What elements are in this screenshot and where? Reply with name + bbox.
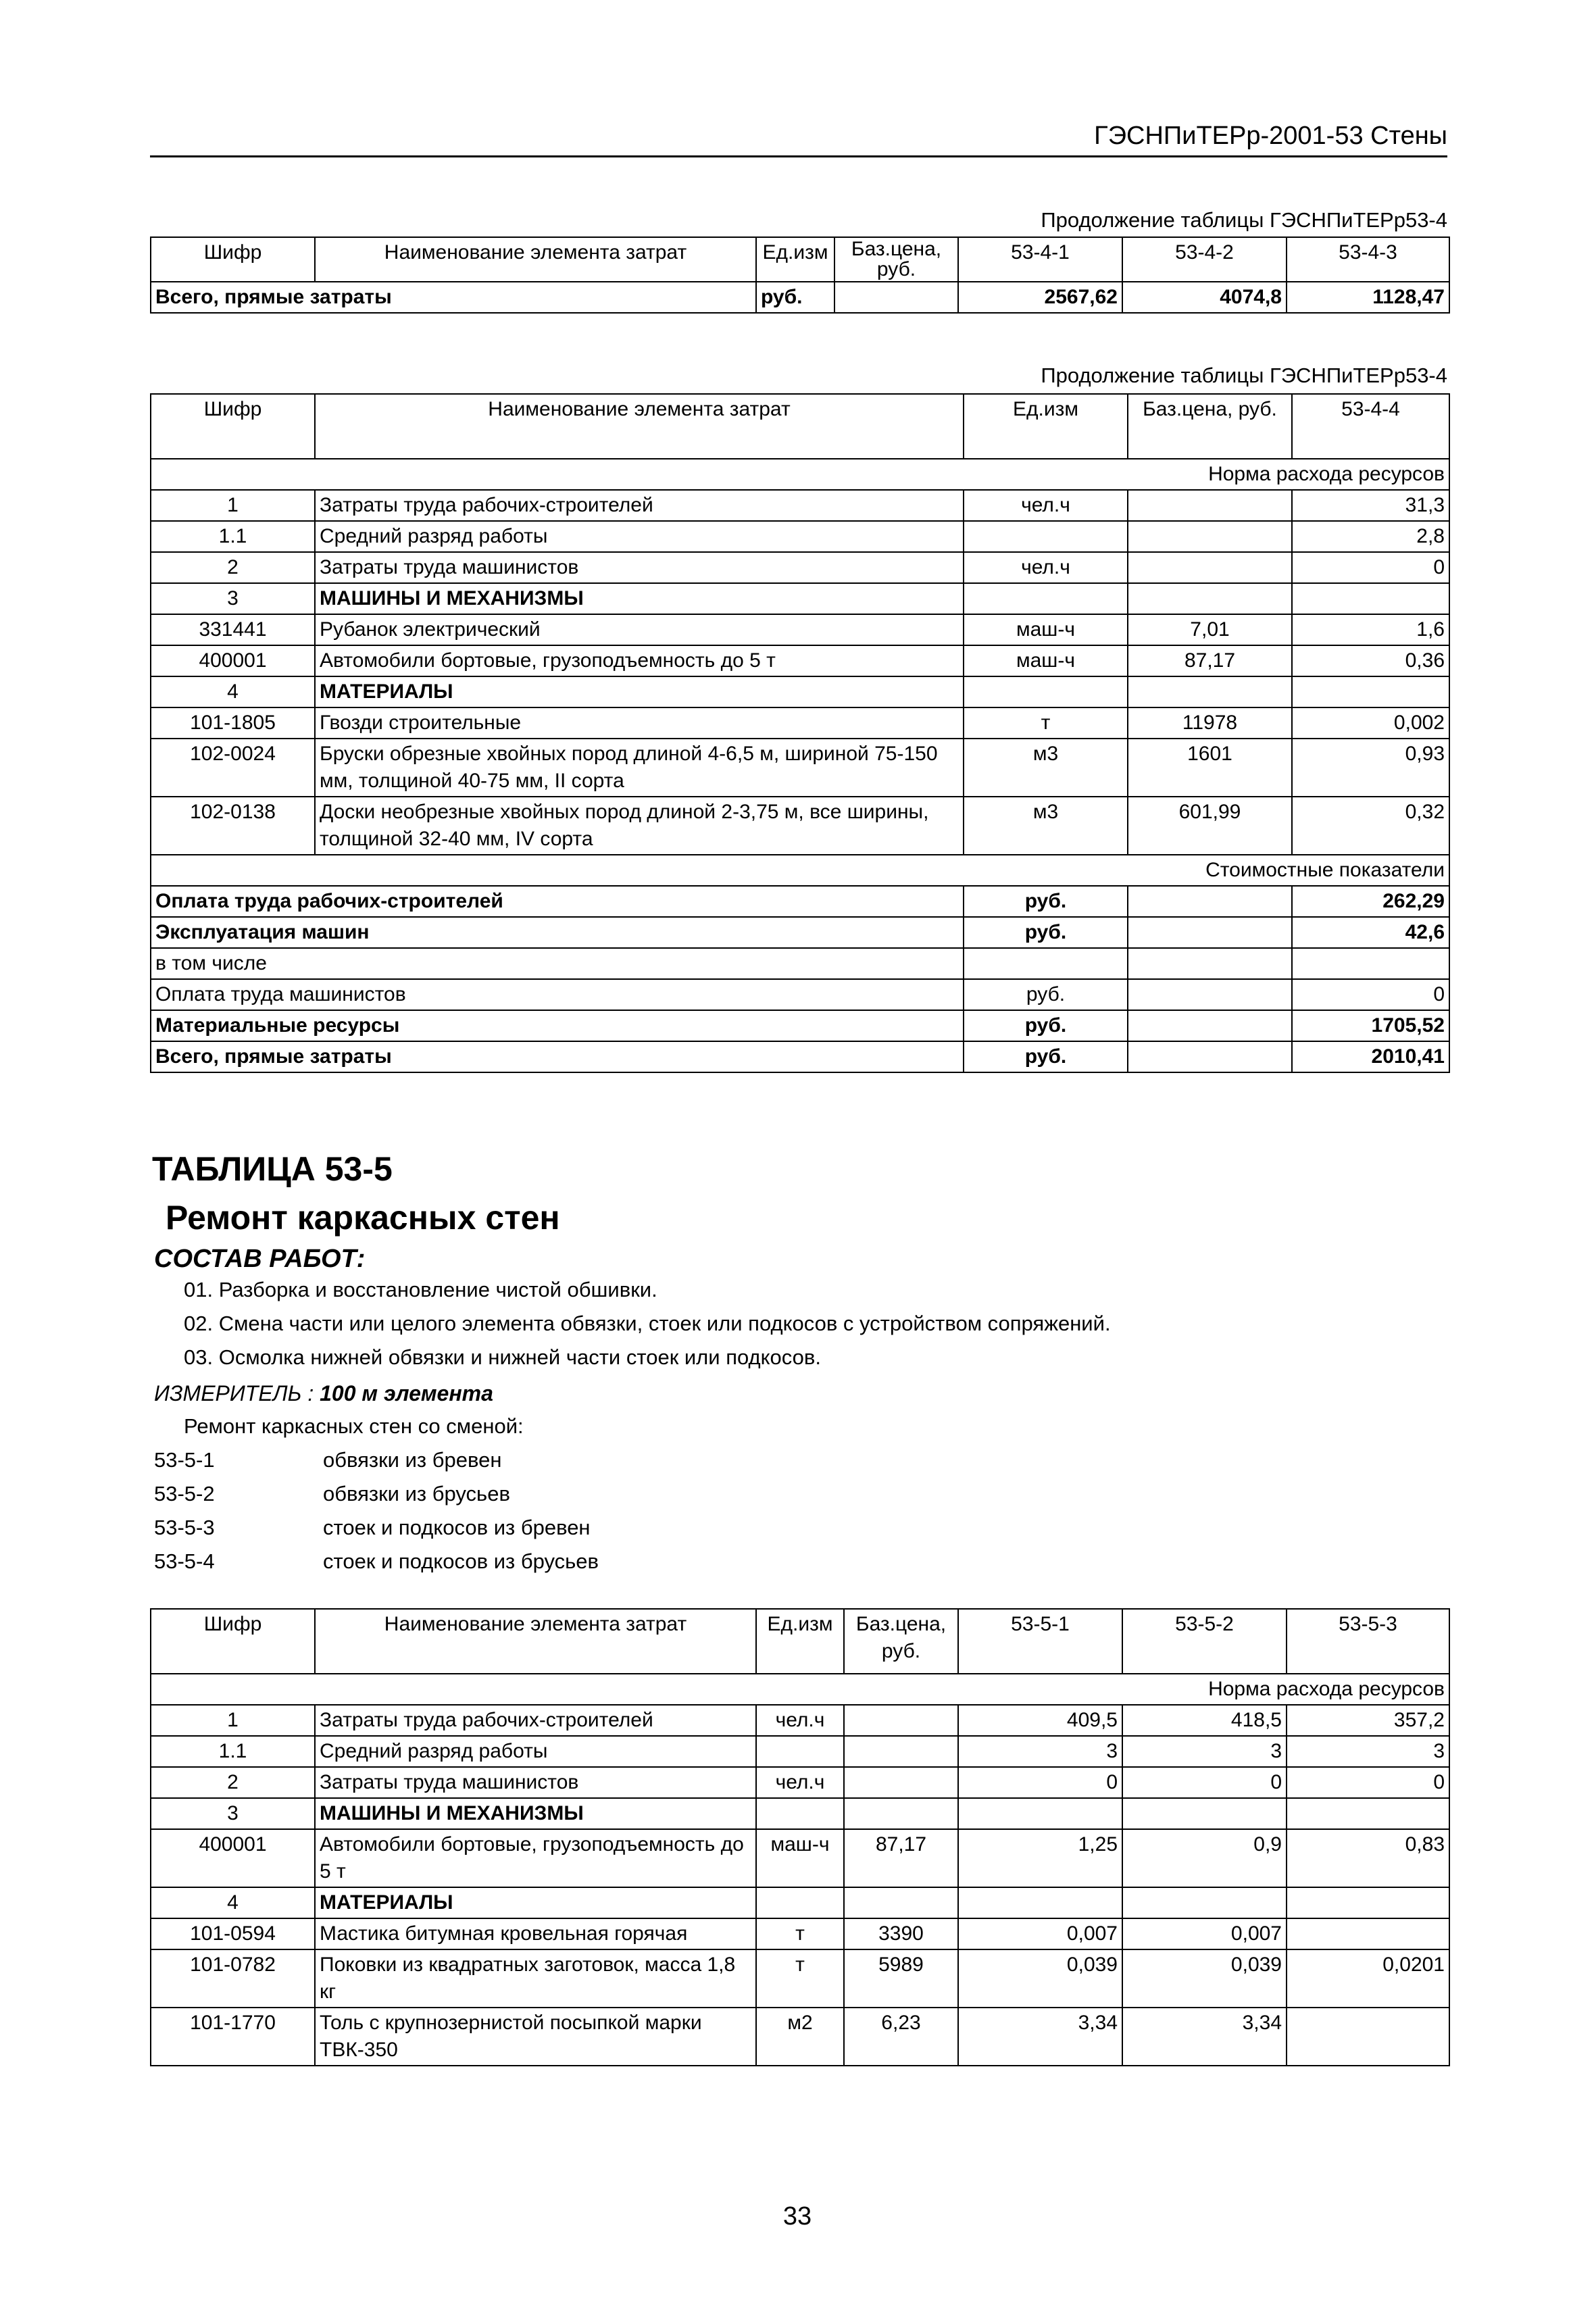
table-b-header-row <box>151 394 1449 459</box>
cost-label-cell: Оплата труда машинистов <box>151 979 964 1010</box>
unit-cell <box>964 583 1128 614</box>
value-cell: 0,93 <box>1292 739 1449 797</box>
page-header: ГЭСНПиТЕРр-2001-53 Стены <box>150 119 1447 157</box>
norma-row <box>151 1674 1449 1705</box>
unit-cell <box>964 676 1128 707</box>
name-cell: Бруски обрезные хвойных пород длиной 4-6,5 м, шириной 75-150 мм, толщиной 40-75 мм, II сорта <box>315 739 964 797</box>
norma-label: Норма расхода ресурсов <box>151 1674 1449 1705</box>
table-row <box>151 1887 1449 1918</box>
price-cell: 87,17 <box>844 1829 958 1887</box>
code-cell: 2 <box>151 552 315 583</box>
name-cell: Средний разряд работы <box>315 521 964 552</box>
header-cell: 53-4-3 <box>1287 237 1449 282</box>
header-cell: 53-5-1 <box>958 1609 1122 1674</box>
empty-cell <box>1128 1010 1292 1041</box>
price-cell: 5989 <box>844 1949 958 2008</box>
code-cell: 1 <box>151 1705 315 1736</box>
cost-header-row <box>151 855 1449 886</box>
unit-cell: руб. <box>964 979 1128 1010</box>
value-cell <box>958 1798 1122 1829</box>
value-cell: 42,6 <box>1292 917 1449 948</box>
table-row <box>151 797 1449 855</box>
price-cell <box>1128 552 1292 583</box>
header-cell: 53-4-4 <box>1292 394 1449 459</box>
cost-label: Стоимостные показатели <box>151 855 1449 886</box>
value-cell: 1,25 <box>958 1829 1122 1887</box>
header-cell: Баз.цена, руб. <box>1128 394 1292 459</box>
header-cell: 53-4-1 <box>958 237 1122 282</box>
value-cell: 0 <box>958 1767 1122 1798</box>
unit-cell: руб. <box>964 1041 1128 1072</box>
header-cell: Наименование элемента затрат <box>315 1609 756 1674</box>
variant-text: стоек и подкосов из брусьев <box>323 1549 599 1573</box>
value-cell: 1705,52 <box>1292 1010 1449 1041</box>
value-cell <box>1292 676 1449 707</box>
table-row <box>151 739 1449 797</box>
value-cell: 3,34 <box>1122 2008 1287 2066</box>
header-cell: Ед.изм <box>756 237 834 282</box>
table-b <box>150 393 1450 1073</box>
name-cell: Затраты труда рабочих-строителей <box>315 490 964 521</box>
table-row <box>151 645 1449 676</box>
total-value: 1128,47 <box>1287 282 1449 313</box>
value-cell: 0,83 <box>1287 1829 1449 1887</box>
unit-cell: т <box>756 1918 844 1949</box>
header-cell: Шифр <box>151 394 315 459</box>
value-cell: 0 <box>1292 979 1449 1010</box>
name-cell: Средний разряд работы <box>315 1736 756 1767</box>
header-cell: 53-4-2 <box>1122 237 1287 282</box>
name-cell: Затраты труда машинистов <box>315 552 964 583</box>
unit-cell <box>756 1798 844 1829</box>
name-cell: Поковки из квадратных заготовок, масса 1,8 кг <box>315 1949 756 2008</box>
code-cell: 3 <box>151 1798 315 1829</box>
value-cell <box>1292 583 1449 614</box>
header-cell: 53-5-2 <box>1122 1609 1287 1674</box>
code-cell: 400001 <box>151 1829 315 1887</box>
value-cell: 0,039 <box>958 1949 1122 2008</box>
header-cell: Наименование элемента затрат <box>315 394 964 459</box>
code-cell: 4 <box>151 1887 315 1918</box>
total-unit: руб. <box>756 282 834 313</box>
unit-cell: чел.ч <box>964 552 1128 583</box>
value-cell: 0 <box>1122 1767 1287 1798</box>
unit-cell <box>964 948 1128 979</box>
table-row <box>151 490 1449 521</box>
unit-cell: руб. <box>964 1010 1128 1041</box>
remont-intro: Ремонт каркасных стен со сменой: <box>184 1414 524 1438</box>
value-cell <box>1122 1887 1287 1918</box>
table-row <box>151 583 1449 614</box>
header-cell: Шифр <box>151 1609 315 1674</box>
variant-code: 53-5-2 <box>154 1482 215 1505</box>
name-cell: Затраты труда рабочих-строителей <box>315 1705 756 1736</box>
price-cell: 3390 <box>844 1918 958 1949</box>
code-cell: 101-0782 <box>151 1949 315 2008</box>
variant-code: 53-5-4 <box>154 1549 215 1573</box>
variant-item <box>154 1480 510 1508</box>
operation-item: 03. Осмолка нижней обвязки и нижней части стоек или подкосов. <box>184 1345 821 1369</box>
header-cell: Наименование элемента затрат <box>315 237 756 282</box>
value-cell: 409,5 <box>958 1705 1122 1736</box>
cost-label-cell: Оплата труда рабочих-строителей <box>151 886 964 917</box>
unit-cell: руб. <box>964 917 1128 948</box>
table-row <box>151 521 1449 552</box>
price-cell <box>1128 676 1292 707</box>
izmeritel <box>154 1378 493 1408</box>
table-row <box>151 282 1449 313</box>
value-cell: 418,5 <box>1122 1705 1287 1736</box>
value-cell: 0 <box>1287 1767 1449 1798</box>
code-cell: 2 <box>151 1767 315 1798</box>
code-cell: 101-1770 <box>151 2008 315 2066</box>
section-subtitle: Ремонт каркасных стен <box>166 1199 560 1237</box>
unit-cell: маш-ч <box>964 645 1128 676</box>
code-cell: 1.1 <box>151 1736 315 1767</box>
code-cell: 331441 <box>151 614 315 645</box>
empty-cell <box>1128 886 1292 917</box>
value-cell: 0,32 <box>1292 797 1449 855</box>
code-cell: 101-0594 <box>151 1918 315 1949</box>
price-cell <box>844 1887 958 1918</box>
name-cell: Затраты труда машинистов <box>315 1767 756 1798</box>
header-cell: Ед.изм <box>964 394 1128 459</box>
value-cell: 0,002 <box>1292 707 1449 739</box>
sostav-label: СОСТАВ РАБОТ: <box>154 1245 366 1273</box>
total-value: 2567,62 <box>958 282 1122 313</box>
name-cell: МАШИНЫ И МЕХАНИЗМЫ <box>315 1798 756 1829</box>
price-cell: 87,17 <box>1128 645 1292 676</box>
table-title: ТАБЛИЦА 53-5 <box>152 1150 393 1188</box>
header-cell: Баз.цена, руб. <box>844 1609 958 1674</box>
price-cell: 7,01 <box>1128 614 1292 645</box>
total-label: Всего, прямые затраты <box>151 282 756 313</box>
value-cell: 0,9 <box>1122 1829 1287 1887</box>
value-cell: 3 <box>1287 1736 1449 1767</box>
unit-cell: руб. <box>964 886 1128 917</box>
table-c <box>150 1608 1450 2066</box>
name-cell: Автомобили бортовые, грузоподъемность до 5 т <box>315 1829 756 1887</box>
value-cell: 0,36 <box>1292 645 1449 676</box>
table-row <box>151 1767 1449 1798</box>
table-a-continuation: Продолжение таблицы ГЭСНПиТЕРр53-4 <box>1041 208 1447 232</box>
empty-cell <box>1128 948 1292 979</box>
unit-cell: т <box>964 707 1128 739</box>
price-cell <box>1128 490 1292 521</box>
value-cell: 2010,41 <box>1292 1041 1449 1072</box>
price-cell <box>844 1767 958 1798</box>
name-cell: МАТЕРИАЛЫ <box>315 1887 756 1918</box>
value-cell: 31,3 <box>1292 490 1449 521</box>
value-cell <box>1287 1887 1449 1918</box>
norma-row <box>151 459 1449 490</box>
value-cell: 0,007 <box>1122 1918 1287 1949</box>
empty-cell <box>1128 1041 1292 1072</box>
value-cell: 0,007 <box>958 1918 1122 1949</box>
code-cell: 102-0138 <box>151 797 315 855</box>
cost-label-cell: в том числе <box>151 948 964 979</box>
name-cell: МАТЕРИАЛЫ <box>315 676 964 707</box>
variant-item <box>154 1514 591 1542</box>
price-cell: 6,23 <box>844 2008 958 2066</box>
unit-cell: т <box>756 1949 844 2008</box>
price-cell <box>844 1705 958 1736</box>
value-cell <box>1287 2008 1449 2066</box>
unit-cell <box>756 1736 844 1767</box>
page-number: 33 <box>782 2202 812 2231</box>
price-cell: 601,99 <box>1128 797 1292 855</box>
unit-cell: чел.ч <box>756 1767 844 1798</box>
cost-label-cell: Эксплуатация машин <box>151 917 964 948</box>
variant-code: 53-5-1 <box>154 1448 215 1472</box>
variant-item <box>154 1446 501 1474</box>
table-a-header-row <box>151 237 1449 282</box>
table-row <box>151 707 1449 739</box>
name-cell: Толь с крупнозернистой посыпкой марки ТВК-350 <box>315 2008 756 2066</box>
code-cell: 101-1805 <box>151 707 315 739</box>
price-cell: 1601 <box>1128 739 1292 797</box>
variant-code: 53-5-3 <box>154 1516 215 1539</box>
name-cell: Гвозди строительные <box>315 707 964 739</box>
code-cell: 3 <box>151 583 315 614</box>
cost-row <box>151 917 1449 948</box>
cost-label-cell: Материальные ресурсы <box>151 1010 964 1041</box>
name-cell: Мастика битумная кровельная горячая <box>315 1918 756 1949</box>
name-cell: Рубанок электрический <box>315 614 964 645</box>
code-cell: 4 <box>151 676 315 707</box>
price-cell: 11978 <box>1128 707 1292 739</box>
price-cell <box>1128 583 1292 614</box>
izmeritel-value: 100 м элемента <box>320 1381 493 1405</box>
value-cell: 262,29 <box>1292 886 1449 917</box>
variant-text: обвязки из брусьев <box>323 1482 510 1505</box>
value-cell: 0,0201 <box>1287 1949 1449 2008</box>
table-row <box>151 676 1449 707</box>
unit-cell: чел.ч <box>756 1705 844 1736</box>
empty-cell <box>1128 979 1292 1010</box>
cost-row <box>151 1010 1449 1041</box>
table-a <box>150 237 1450 314</box>
unit-cell: маш-ч <box>964 614 1128 645</box>
code-cell: 102-0024 <box>151 739 315 797</box>
table-row <box>151 1736 1449 1767</box>
value-cell: 0 <box>1292 552 1449 583</box>
header-cell: Баз.цена, руб. <box>834 237 958 282</box>
price-cell <box>844 1736 958 1767</box>
value-cell: 3,34 <box>958 2008 1122 2066</box>
unit-cell: м3 <box>964 739 1128 797</box>
unit-cell: маш-ч <box>756 1829 844 1887</box>
value-cell: 2,8 <box>1292 521 1449 552</box>
table-row <box>151 552 1449 583</box>
unit-cell: м3 <box>964 797 1128 855</box>
operation-item: 02. Смена части или целого элемента обвязки, стоек или подкосов с устройством сопряжений. <box>184 1312 1111 1335</box>
price-cell <box>844 1798 958 1829</box>
name-cell: МАШИНЫ И МЕХАНИЗМЫ <box>315 583 964 614</box>
total-value: 4074,8 <box>1122 282 1287 313</box>
unit-cell <box>756 1887 844 1918</box>
table-row <box>151 1829 1449 1887</box>
table-row <box>151 1918 1449 1949</box>
table-row <box>151 1949 1449 2008</box>
variant-text: обвязки из бревен <box>323 1448 502 1472</box>
table-row <box>151 2008 1449 2066</box>
variant-item <box>154 1547 599 1576</box>
value-cell <box>1292 948 1449 979</box>
unit-cell: м2 <box>756 2008 844 2066</box>
cost-label-cell: Всего, прямые затраты <box>151 1041 964 1072</box>
value-cell <box>1122 1798 1287 1829</box>
table-b-continuation: Продолжение таблицы ГЭСНПиТЕРр53-4 <box>1041 364 1447 387</box>
price-cell <box>1128 521 1292 552</box>
unit-cell: чел.ч <box>964 490 1128 521</box>
code-cell: 1.1 <box>151 521 315 552</box>
table-row <box>151 1705 1449 1736</box>
table-c-header-row <box>151 1609 1449 1674</box>
total-price <box>834 282 958 313</box>
table-row <box>151 614 1449 645</box>
cost-row <box>151 1041 1449 1072</box>
value-cell: 1,6 <box>1292 614 1449 645</box>
value-cell <box>1287 1798 1449 1829</box>
empty-cell <box>1128 917 1292 948</box>
cost-row <box>151 979 1449 1010</box>
code-cell: 1 <box>151 490 315 521</box>
value-cell: 357,2 <box>1287 1705 1449 1736</box>
value-cell <box>958 1887 1122 1918</box>
value-cell <box>1287 1918 1449 1949</box>
value-cell: 3 <box>958 1736 1122 1767</box>
name-cell: Доски необрезные хвойных пород длиной 2-3,75 м, все ширины, толщиной 32-40 мм, IV сорта <box>315 797 964 855</box>
cost-row <box>151 886 1449 917</box>
header-cell: Шифр <box>151 237 315 282</box>
izmeritel-label: ИЗМЕРИТЕЛЬ : <box>154 1381 314 1405</box>
variant-text: стоек и подкосов из бревен <box>323 1516 591 1539</box>
value-cell: 0,039 <box>1122 1949 1287 2008</box>
norma-label: Норма расхода ресурсов <box>151 459 1449 490</box>
operation-item: 01. Разборка и восстановление чистой обшивки. <box>184 1278 657 1301</box>
header-cell: 53-5-3 <box>1287 1609 1449 1674</box>
cost-row <box>151 948 1449 979</box>
header-cell: Ед.изм <box>756 1609 844 1674</box>
unit-cell <box>964 521 1128 552</box>
code-cell: 400001 <box>151 645 315 676</box>
table-row <box>151 1798 1449 1829</box>
name-cell: Автомобили бортовые, грузоподъемность до 5 т <box>315 645 964 676</box>
value-cell: 3 <box>1122 1736 1287 1767</box>
